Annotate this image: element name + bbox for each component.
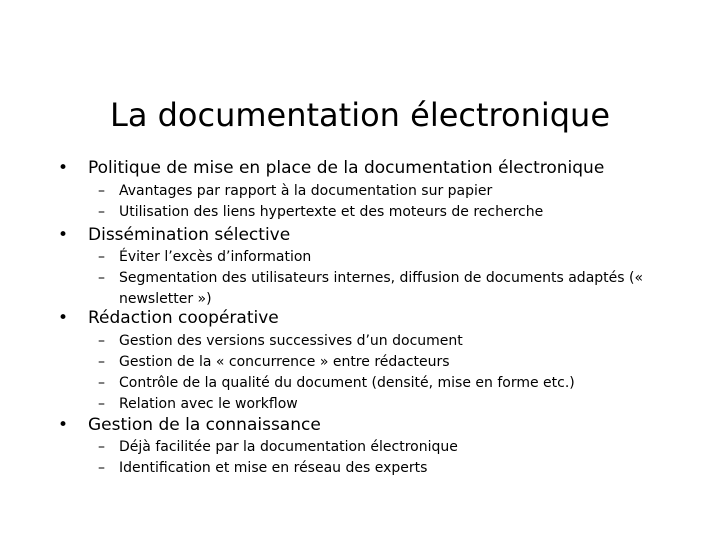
sub-list: [0, 181, 700, 223]
sub-text: Relation avec le workflow: [119, 396, 298, 412]
bullet-item: [0, 223, 700, 310]
sub-item: [0, 458, 691, 479]
bullet-marker: •: [58, 225, 69, 245]
sub-item: [0, 437, 691, 458]
bullet-item: [0, 306, 700, 415]
sub-list: [0, 331, 700, 415]
sub-item: [0, 373, 691, 394]
sub-marker: –: [98, 439, 105, 455]
sub-text: Contrôle de la qualité du document (densité, mise en forme etc.): [119, 375, 575, 391]
sub-marker: –: [98, 396, 105, 412]
bullet-marker: •: [58, 158, 69, 178]
bullet-text: Politique de mise en place de la documentation électronique: [88, 158, 605, 178]
bullet-item: [0, 413, 700, 479]
bullet-text: Gestion de la connaissance: [88, 415, 321, 435]
bullet-text: Rédaction coopérative: [88, 308, 279, 328]
sub-list: [0, 437, 700, 479]
bullet-item: [0, 156, 700, 223]
sub-text: Éviter l’excès d’information: [119, 249, 312, 265]
sub-marker: –: [98, 375, 105, 391]
sub-item: [0, 181, 691, 202]
sub-marker: –: [98, 354, 105, 370]
sub-marker: –: [98, 204, 105, 220]
sub-text: Gestion des versions successives d’un document: [119, 333, 463, 349]
sub-marker: –: [98, 249, 105, 265]
sub-text: Avantages par rapport à la documentation sur papier: [119, 183, 493, 199]
sub-text: Identification et mise en réseau des experts: [119, 460, 428, 476]
sub-text: Utilisation des liens hypertexte et des moteurs de recherche: [119, 204, 544, 220]
sub-text: Gestion de la « concurrence » entre rédacteurs: [119, 354, 450, 370]
bullet-text: Dissémination sélective: [88, 225, 291, 245]
sub-item: [0, 247, 691, 268]
bullet-marker: •: [58, 308, 69, 328]
sub-item: [0, 202, 691, 223]
sub-item: [0, 352, 691, 373]
sub-marker: –: [98, 270, 105, 286]
sub-marker: –: [98, 183, 105, 199]
bullet-marker: •: [58, 415, 69, 435]
sub-text: Déjà facilitée par la documentation électronique: [119, 439, 458, 455]
slide-title: La documentation électronique: [109, 96, 611, 135]
sub-marker: –: [98, 333, 105, 349]
sub-item: [0, 268, 691, 310]
sub-list: [0, 247, 700, 310]
sub-text: Segmentation des utilisateurs internes, diffusion de documents adaptés (« newsletter »): [119, 270, 644, 307]
sub-item: [0, 331, 691, 352]
sub-marker: –: [98, 460, 105, 476]
sub-item: [0, 394, 691, 415]
